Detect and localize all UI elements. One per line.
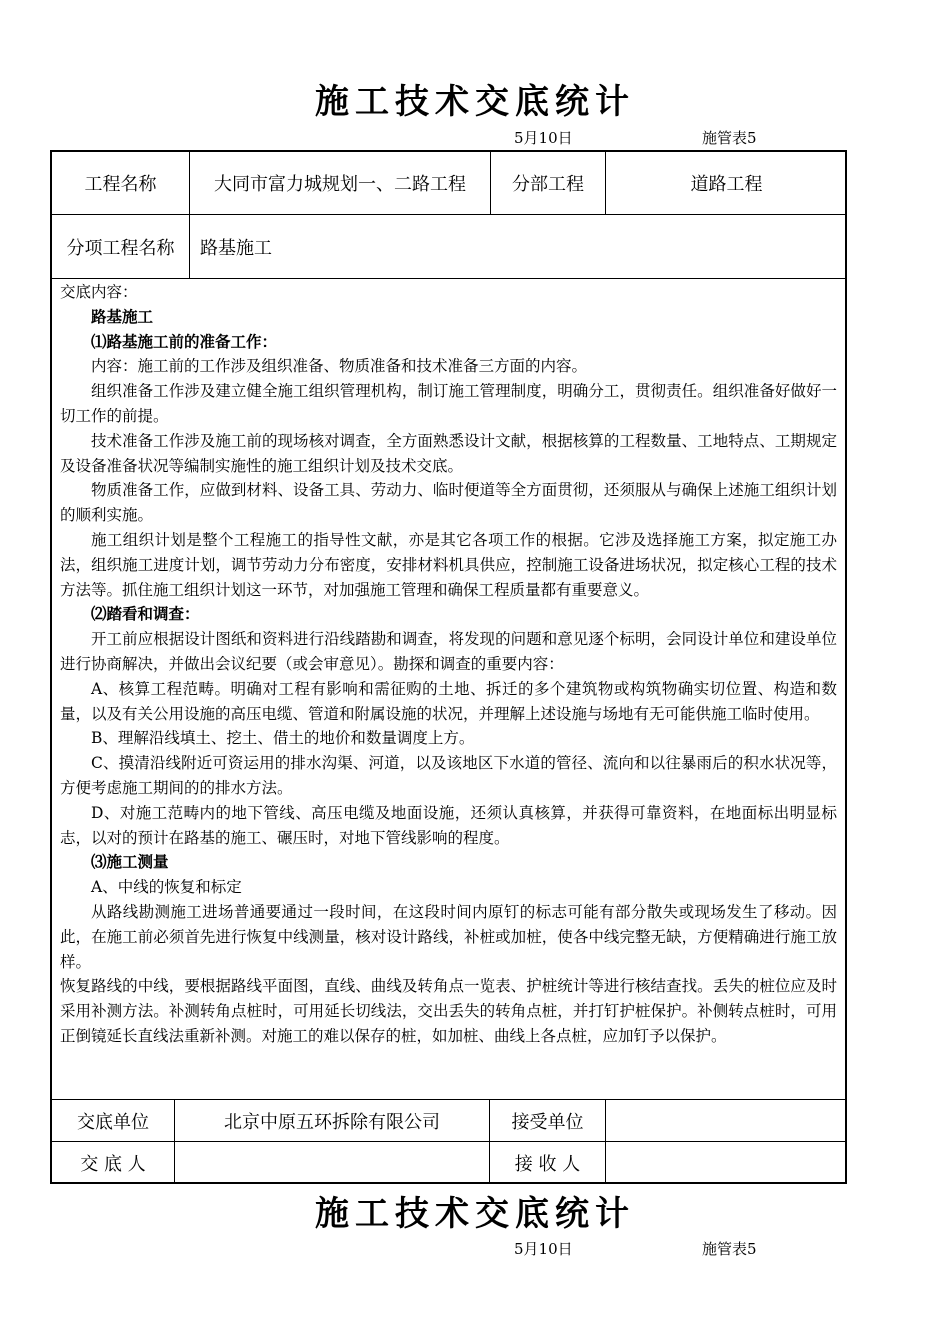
receiving-unit-value[interactable] <box>606 1100 847 1141</box>
disclosure-content <box>60 280 837 1049</box>
content-paragraph: 恢复路线的中线，要根据路线平面图，直线、曲线及转角点一览表、护桩统计等进行核结查找。丢失的桩位应及时采用补测方法。补测转角点桩时，可用延长切线法，交出丢失的转角点桩，并打钉护桩保护。补侧转点桩时，可用正倒镜延长直线法重新补测。对施工的难以保存的桩，如加桩、曲线上各点桩，应加钉予以保护。 <box>60 977 837 1045</box>
disclosure-table <box>50 150 847 1184</box>
content-paragraph: 物质准备工作，应做到材料、设备工具、劳动力、临时便道等全方面贯彻，还须服从与确保上述施工组织计划的顺利实施。 <box>60 481 837 525</box>
receiving-person-label: 接 收 人 <box>514 1154 581 1175</box>
receiving-person-value[interactable] <box>606 1142 847 1184</box>
receiving-unit-label: 接受单位 <box>511 1111 584 1133</box>
page-title-repeat: 施工技术交底统计 <box>315 1194 635 1234</box>
project-name-value: 大同市富力城规划一、二路工程 <box>214 174 466 195</box>
content-heading: 交底内容： <box>60 283 138 301</box>
content-paragraph: A、核算工程范畴。明确对工程有影响和需征购的土地、拆迁的多个建筑物或构筑物确实切位置、构造和数量，以及有关公用设施的高压电缆、管道和附属设施的状况，并理解上述设施与场地有无可能供施工临时使用。 <box>60 679 837 723</box>
date-label-repeat: 5月10日 <box>514 1240 573 1258</box>
content-paragraph: 技术准备工作涉及施工前的现场核对调查，全方面熟悉设计文献，根据核算的工程数量、工地特点、工期规定及设备准备状况等编制实施性的施工组织计划及技术交底。 <box>60 431 837 475</box>
content-paragraph: ⑶施工测量 <box>91 852 169 872</box>
page-title: 施工技术交底统计 <box>315 82 635 122</box>
content-paragraph: 路基施工 <box>91 306 154 326</box>
item-name-label: 分项工程名称 <box>66 237 175 259</box>
content-paragraph: 开工前应根据设计图纸和资料进行沿线踏勘和调查，将发现的问题和意见逐个标明，会同设计单位和建设单位进行协商解决，并做出会议纪要（或会审意见）。勘探和调查的重要内容： <box>60 630 837 673</box>
form-code-repeat: 施管表5 <box>702 1240 757 1258</box>
content-paragraph: 从路线勘测施工进场普通要通过一段时间，在这段时间内原钉的标志可能有部分散失或现场发生了移动。因此，在施工前必须首先进行恢复中线测量，核对设计路线，补桩或加桩，使各中线完整无缺，方便精确进行施工放样。 <box>60 902 837 971</box>
disclosing-unit-label: 交底单位 <box>77 1111 149 1133</box>
content-paragraph: 施工组织计划是整个工程施工的指导性文献，亦是其它各项工作的根据。它涉及选择施工方案，拟定施工办法，组织施工进度计划，调节劳动力分布密度，安排材料机具供应，控制施工设备进场状况，拟定核心工程的技术方法等。抓住施工组织计划这一环节，对加强施工管理和确保工程质量都有重要意义。 <box>60 530 837 599</box>
project-name-label: 工程名称 <box>84 174 157 195</box>
disclosing-person-label: 交 底 人 <box>80 1154 146 1175</box>
content-paragraph: C、摸清沿线附近可资运用的排水沟渠、河道，以及该地区下水道的管径、流向和以往暴雨后的积水状况等，方便考虑施工期间的的排水方法。 <box>60 754 837 797</box>
sub-project-label: 分部工程 <box>512 174 584 195</box>
content-paragraph: ⑴路基施工前的准备工作： <box>91 331 278 351</box>
content-paragraph: B、理解沿线填土、挖土、借土的地价和数量调度上方。 <box>91 729 475 748</box>
content-paragraph: ⑵踏看和调查： <box>91 604 200 624</box>
content-paragraph: 内容：施工前的工作涉及组织准备、物质准备和技术准备三方面的内容。 <box>91 357 588 376</box>
item-name-value: 路基施工 <box>200 237 272 259</box>
form-code: 施管表5 <box>702 129 757 147</box>
content-paragraph: 组织准备工作涉及建立健全施工组织管理机构，制订施工管理制度，明确分工，贯彻责任。组织准备好做好一切工作的前提。 <box>60 382 837 425</box>
disclosing-unit-value: 北京中原五环拆除有限公司 <box>224 1111 440 1133</box>
disclosing-person-value[interactable] <box>175 1142 489 1184</box>
date-label: 5月10日 <box>514 129 573 147</box>
content-paragraph: D、对施工范畴内的地下管线、高压电缆及地面设施，还须认真核算，并获得可靠资料，在地面标出明显标志，以对的预计在路基的施工、碾压时，对地下管线影响的程度。 <box>60 803 837 847</box>
sub-project-value: 道路工程 <box>690 174 763 195</box>
content-paragraphs <box>60 305 837 1049</box>
content-paragraph: A、中线的恢复和标定 <box>91 878 242 897</box>
